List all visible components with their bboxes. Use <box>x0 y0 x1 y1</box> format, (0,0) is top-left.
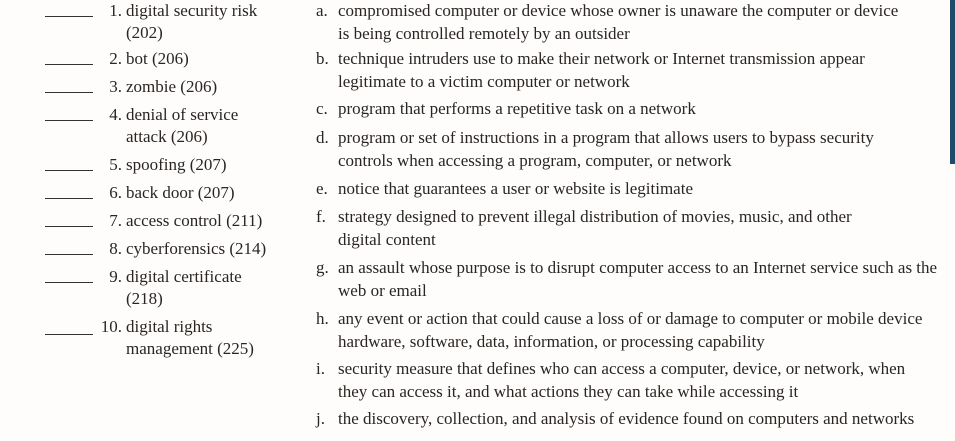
definition-text: security measure that defines who can access a computer, device, or network, when they can access it, and what actions they can take while accessing it <box>338 359 906 401</box>
answer-blank[interactable] <box>45 282 93 283</box>
definition-letter: h. <box>316 309 329 328</box>
answer-blank[interactable] <box>45 226 93 227</box>
term-text: spoofing (207) <box>126 155 227 174</box>
term-text: bot (206) <box>126 49 189 68</box>
answer-blank[interactable] <box>45 120 93 121</box>
definition-letter: c. <box>316 99 328 118</box>
term-text: zombie (206) <box>126 77 218 96</box>
definition-letter: b. <box>316 49 329 68</box>
term-number: 7. <box>109 211 122 230</box>
definition-text: the discovery, collection, and analysis of evidence found on computers and networks <box>338 409 915 428</box>
answer-blank[interactable] <box>45 254 93 255</box>
term-number: 4. <box>109 105 122 124</box>
term-text: denial of service attack (206) <box>126 105 239 146</box>
term-number: 5. <box>109 155 122 174</box>
page-edge-accent-bar <box>950 0 955 164</box>
term-number: 6. <box>109 183 122 202</box>
definition-text: an assault whose purpose is to disrupt computer access to an Internet service such as the web or email <box>338 258 938 300</box>
definition-letter: d. <box>316 128 329 147</box>
term-text: cyberforensics (214) <box>126 239 267 258</box>
term-number: 1. <box>109 1 122 20</box>
term-number: 3. <box>109 77 122 96</box>
term-number: 10. <box>100 317 122 336</box>
definition-text: strategy designed to prevent illegal distribution of movies, music, and other digital content <box>338 207 852 249</box>
term-text: back door (207) <box>126 183 235 202</box>
definition-text: compromised computer or device whose owner is unaware the computer or device is being controlled remotely by an outsider <box>338 1 899 43</box>
answer-blank[interactable] <box>45 334 93 335</box>
definition-letter: j. <box>316 409 325 428</box>
term-text: digital security risk (202) <box>126 1 258 42</box>
answer-blank[interactable] <box>45 170 93 171</box>
definition-letter: e. <box>316 179 328 198</box>
term-number: 2. <box>109 49 122 68</box>
definition-text: program that performs a repetitive task on a network <box>338 99 696 118</box>
definition-letter: i. <box>316 359 325 378</box>
definition-text: technique intruders use to make their network or Internet transmission appear legitimate to a victim computer or network <box>338 49 865 91</box>
term-number: 9. <box>109 267 122 286</box>
term-text: digital rights management (225) <box>126 317 254 358</box>
definition-letter: f. <box>316 207 326 226</box>
term-text: access control (211) <box>126 211 263 230</box>
answer-blank[interactable] <box>45 16 93 17</box>
definition-text: program or set of instructions in a program that allows users to bypass security controls when accessing a program, computer, or network <box>338 128 874 170</box>
answer-blank[interactable] <box>45 92 93 93</box>
definition-text: notice that guarantees a user or website is legitimate <box>338 179 693 198</box>
definition-text: any event or action that could cause a loss of or damage to computer or mobile device hardware, software, data, information, or processing capability <box>338 309 923 351</box>
answer-blank[interactable] <box>45 64 93 65</box>
answer-blank[interactable] <box>45 198 93 199</box>
definition-letter: g. <box>316 258 329 277</box>
definition-letter: a. <box>316 1 328 20</box>
term-text: digital certificate (218) <box>126 267 242 308</box>
term-number: 8. <box>109 239 122 258</box>
